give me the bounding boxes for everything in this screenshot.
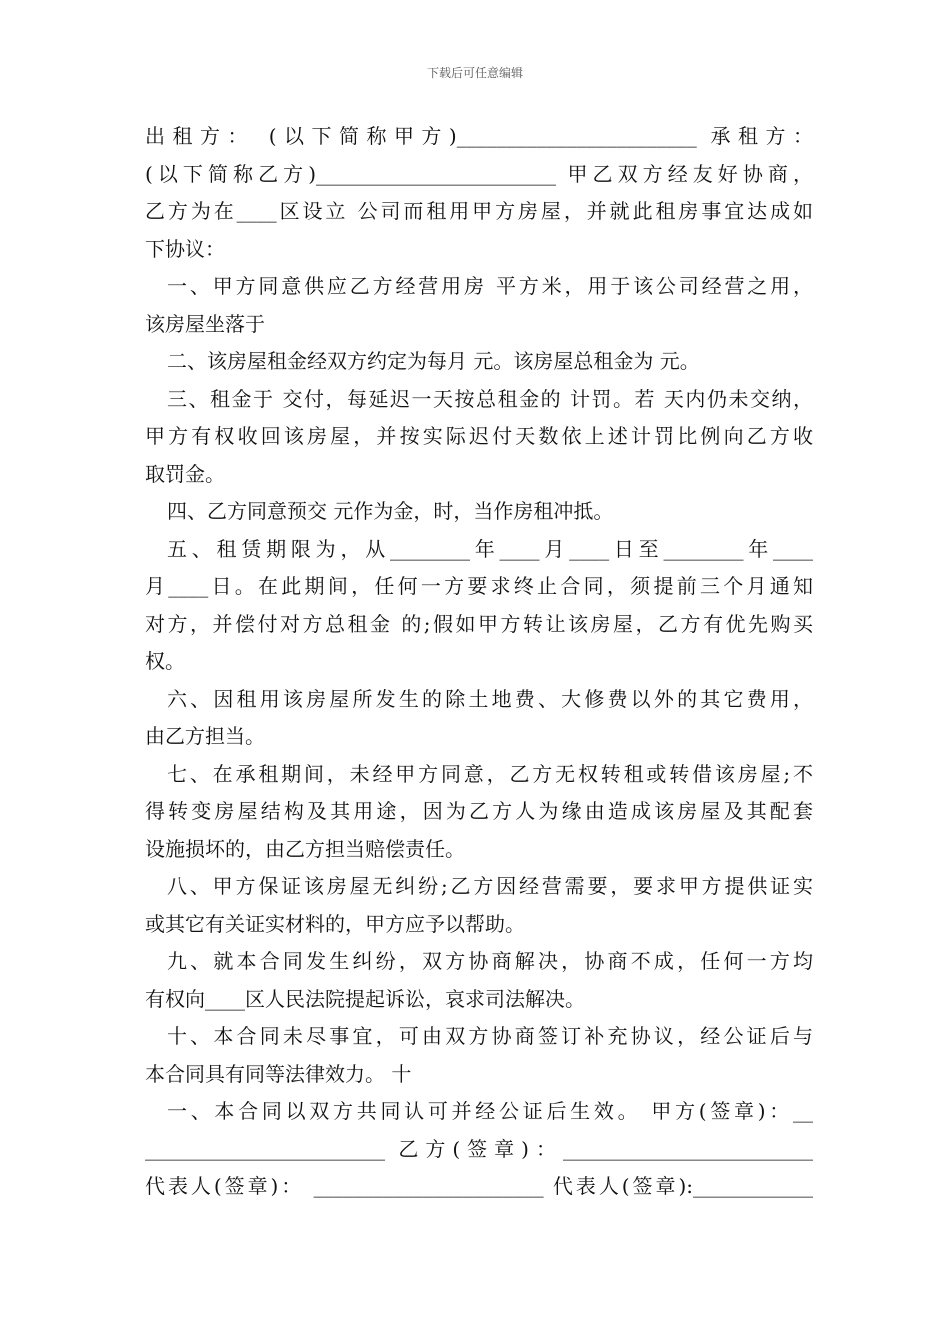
contract-line: 取罚金。 <box>145 461 225 486</box>
contract-line: 该房屋坐落于 <box>145 311 265 336</box>
contract-line: 或其它有关证实材料的，甲方应予以帮助。 <box>145 911 525 936</box>
contract-line: 权。 <box>145 649 185 673</box>
contract-line: 一、甲方同意供应乙方经营用房 平方米，用于该公司经营之用， <box>167 274 813 298</box>
contract-line: 代表人(签章)： _______________________ 代表人(签章):____________ <box>145 1174 813 1198</box>
contract-line: 七、在承租期间，未经甲方同意，乙方无权转租或转借该房屋;不 <box>167 761 813 786</box>
contract-line: 得转变房屋结构及其用途，因为乙方人为缘由造成该房屋及其配套 <box>145 799 813 823</box>
contract-line: 本合同具有同等法律效力。 十 <box>145 1061 412 1086</box>
contract-line: 由乙方担当。 <box>145 724 265 748</box>
contract-line: 甲方有权收回该房屋，并按实际迟付天数依上述计罚比例向乙方收 <box>145 424 813 448</box>
contract-line: 八、甲方保证该房屋无纠纷;乙方因经营需要，要求甲方提供证实 <box>167 874 813 898</box>
contract-line: 三、租金于 交付，每延迟一天按总租金的 计罚。若 天内仍未交纳， <box>167 386 813 411</box>
contract-line: 二、该房屋租金经双方约定为每月 元。该房屋总租金为 元。 <box>167 349 700 373</box>
contract-line: 五、租赁期限为，从________年____月____日至________年____ <box>167 536 813 561</box>
contract-line: 下协议： <box>145 236 225 261</box>
contract-line: 对方，并偿付对方总租金 的;假如甲方转让该房屋，乙方有优先购买 <box>145 611 813 636</box>
contract-line: 十、本合同未尽事宜，可由双方协商签订补充协议，经公证后与 <box>167 1024 813 1048</box>
contract-line: 乙方为在____区设立 公司而租用甲方房屋，并就此租房事宜达成如 <box>145 199 813 223</box>
contract-line: 设施损坏的，由乙方担当赔偿责任。 <box>145 836 465 861</box>
contract-line: (以下简称乙方)________________________ 甲乙双方经友好协商， <box>145 161 813 186</box>
contract-line: 一、本合同以双方共同认可并经公证后生效。 甲方(签章)：__ <box>167 1099 813 1123</box>
contract-body <box>145 118 813 1206</box>
contract-line: 出租方： (以下简称甲方)________________________ 承租方： <box>145 124 813 148</box>
page-header: 下载后可任意编辑 <box>426 66 523 80</box>
contract-line: 四、乙方同意预交 元作为金，时，当作房租冲抵。 <box>167 499 614 523</box>
contract-line: 六、因租用该房屋所发生的除土地费、大修费以外的其它费用， <box>167 686 813 711</box>
contract-line: 有权向____区人民法院提起诉讼，哀求司法解决。 <box>145 986 585 1011</box>
contract-line: ________________________ 乙方(签章)：_________________________ <box>145 1136 813 1161</box>
contract-line: 月____日。在此期间，任何一方要求终止合同，须提前三个月通知 <box>145 574 813 598</box>
contract-line: 九、就本合同发生纠纷，双方协商解决，协商不成，任何一方均 <box>167 949 813 973</box>
